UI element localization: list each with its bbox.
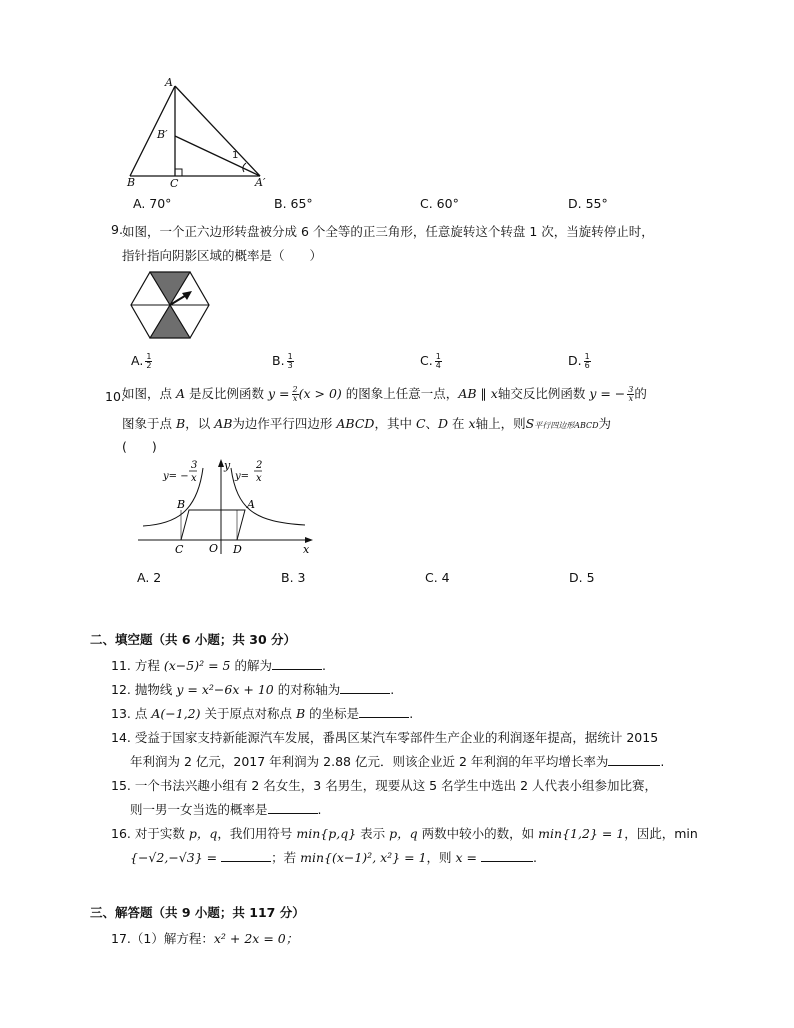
q13: 13. 点 A(−1,2) 关于原点对称点 B 的坐标是 . [111, 706, 414, 721]
q10-right-curve-den: x [256, 473, 262, 484]
q10-text-line2: 图象于点 B，以 AB为边作平行四边形 ABCD，其中 C、D 在 x轴上，则S平行四边形ABCD为 [122, 416, 612, 431]
q10-point-c-label: C [175, 543, 184, 556]
q15: 15. 一个书法兴趣小组有 2 名女生，3 名男生，现要从这 5 名学生中选出 2 人代表小组参加比赛， [111, 778, 658, 793]
q10-left-curve-num: 3 [191, 460, 198, 471]
q8-angle-label: 1 [232, 150, 239, 161]
q8-label-a: A [165, 76, 173, 89]
q9-number: 9. [111, 222, 123, 237]
q8-option-c: C. 60° [420, 196, 459, 211]
q8-label-a-prime: A′ [255, 176, 266, 189]
q10-point-b-label: B [177, 498, 186, 511]
q10-text-line1: 如图，点 A 是反比例函数 y = $\frac{2}{x}$ (x > 0) 的图象上任意一点，AB ∥ x轴交反比例函数 y = − $\frac{3}{x}$ 的 [122, 385, 647, 403]
q8-label-c: C [170, 177, 179, 190]
q11: 11. 方程 (x−5)² = 5 的解为 . [111, 658, 326, 673]
q9-option-d: D. $\frac{1}{6}$ [568, 352, 590, 370]
section2-title: 二、填空题（共 6 小题；共 30 分） [90, 632, 297, 647]
q16: 16. 对于实数 p，q，我们用符号 min{p,q} 表示 p，q 两数中较小的数，如 min{1,2} = 1，因此，min [111, 826, 698, 841]
q10-right-curve-label: y= [235, 471, 250, 482]
q8-option-b: B. 65° [274, 196, 313, 211]
q16-line2: {−√2,−√3} = ；若 min{(x−1)², x²} = 1，则 x = . [130, 850, 537, 865]
q13-answer-blank[interactable] [359, 705, 409, 718]
q15-line2: 则一男一女当选的概率是 . [130, 802, 322, 817]
q17: 17.（1）解方程：x² + 2x = 0； [111, 931, 299, 946]
q8-option-d: D. 55° [568, 196, 608, 211]
q10-origin-label: O [209, 542, 219, 555]
q10-point-d-label: D [233, 543, 242, 556]
q10-y-axis-label: y [224, 459, 231, 472]
q12-answer-blank[interactable] [340, 681, 390, 694]
q10-point-a-label: A [247, 498, 255, 511]
q9-hexagon-spinner [130, 270, 210, 340]
q10-x-axis-label: x [303, 543, 310, 556]
q11-answer-blank[interactable] [272, 657, 322, 670]
q16-answer-blank-2[interactable] [481, 849, 533, 862]
q9-text-line2: 指针指向阴影区域的概率是（ ） [122, 248, 323, 263]
q10-text-line3: ( ) [122, 439, 157, 454]
q9-option-a: A. $\frac{1}{2}$ [131, 352, 152, 370]
q8-label-b: B [127, 176, 136, 189]
section3-title: 三、解答题（共 9 小题；共 117 分） [90, 905, 305, 920]
q14: 14. 受益于国家支持新能源汽车发展，番禺区某汽车零部件生产企业的利润逐年提高，据统计 2015 [111, 730, 659, 745]
q15-answer-blank[interactable] [268, 801, 318, 814]
q9-option-b: B. $\frac{1}{3}$ [272, 352, 293, 370]
q10-option-a: A. 2 [137, 570, 162, 585]
q10-left-curve-den: x [191, 473, 197, 484]
q10-left-curve-label: y= − [163, 471, 189, 482]
q14-line2: 年利润为 2 亿元，2017 年利润为 2.88 亿元．则该企业近 2 年利润的年平均增长率为 . [130, 754, 665, 769]
q8-label-b-prime: B′ [157, 128, 168, 141]
q14-answer-blank[interactable] [608, 753, 660, 766]
q8-option-a: A. 70° [133, 196, 172, 211]
q10-graph-figure [135, 458, 320, 558]
q12: 12. 抛物线 y = x²−6x + 10 的对称轴为 . [111, 682, 395, 697]
q9-option-c: C. $\frac{1}{4}$ [420, 352, 441, 370]
q16-answer-blank-1[interactable] [221, 849, 271, 862]
q10-right-curve-num: 2 [256, 460, 263, 471]
q10-option-b: B. 3 [281, 570, 306, 585]
q9-text-line1: 如图，一个正六边形转盘被分成 6 个全等的正三角形，任意旋转这个转盘 1 次，当旋转停止时， [122, 224, 654, 239]
q10-option-d: D. 5 [569, 570, 595, 585]
q10-number: 10. [105, 389, 125, 404]
q10-option-c: C. 4 [425, 570, 450, 585]
